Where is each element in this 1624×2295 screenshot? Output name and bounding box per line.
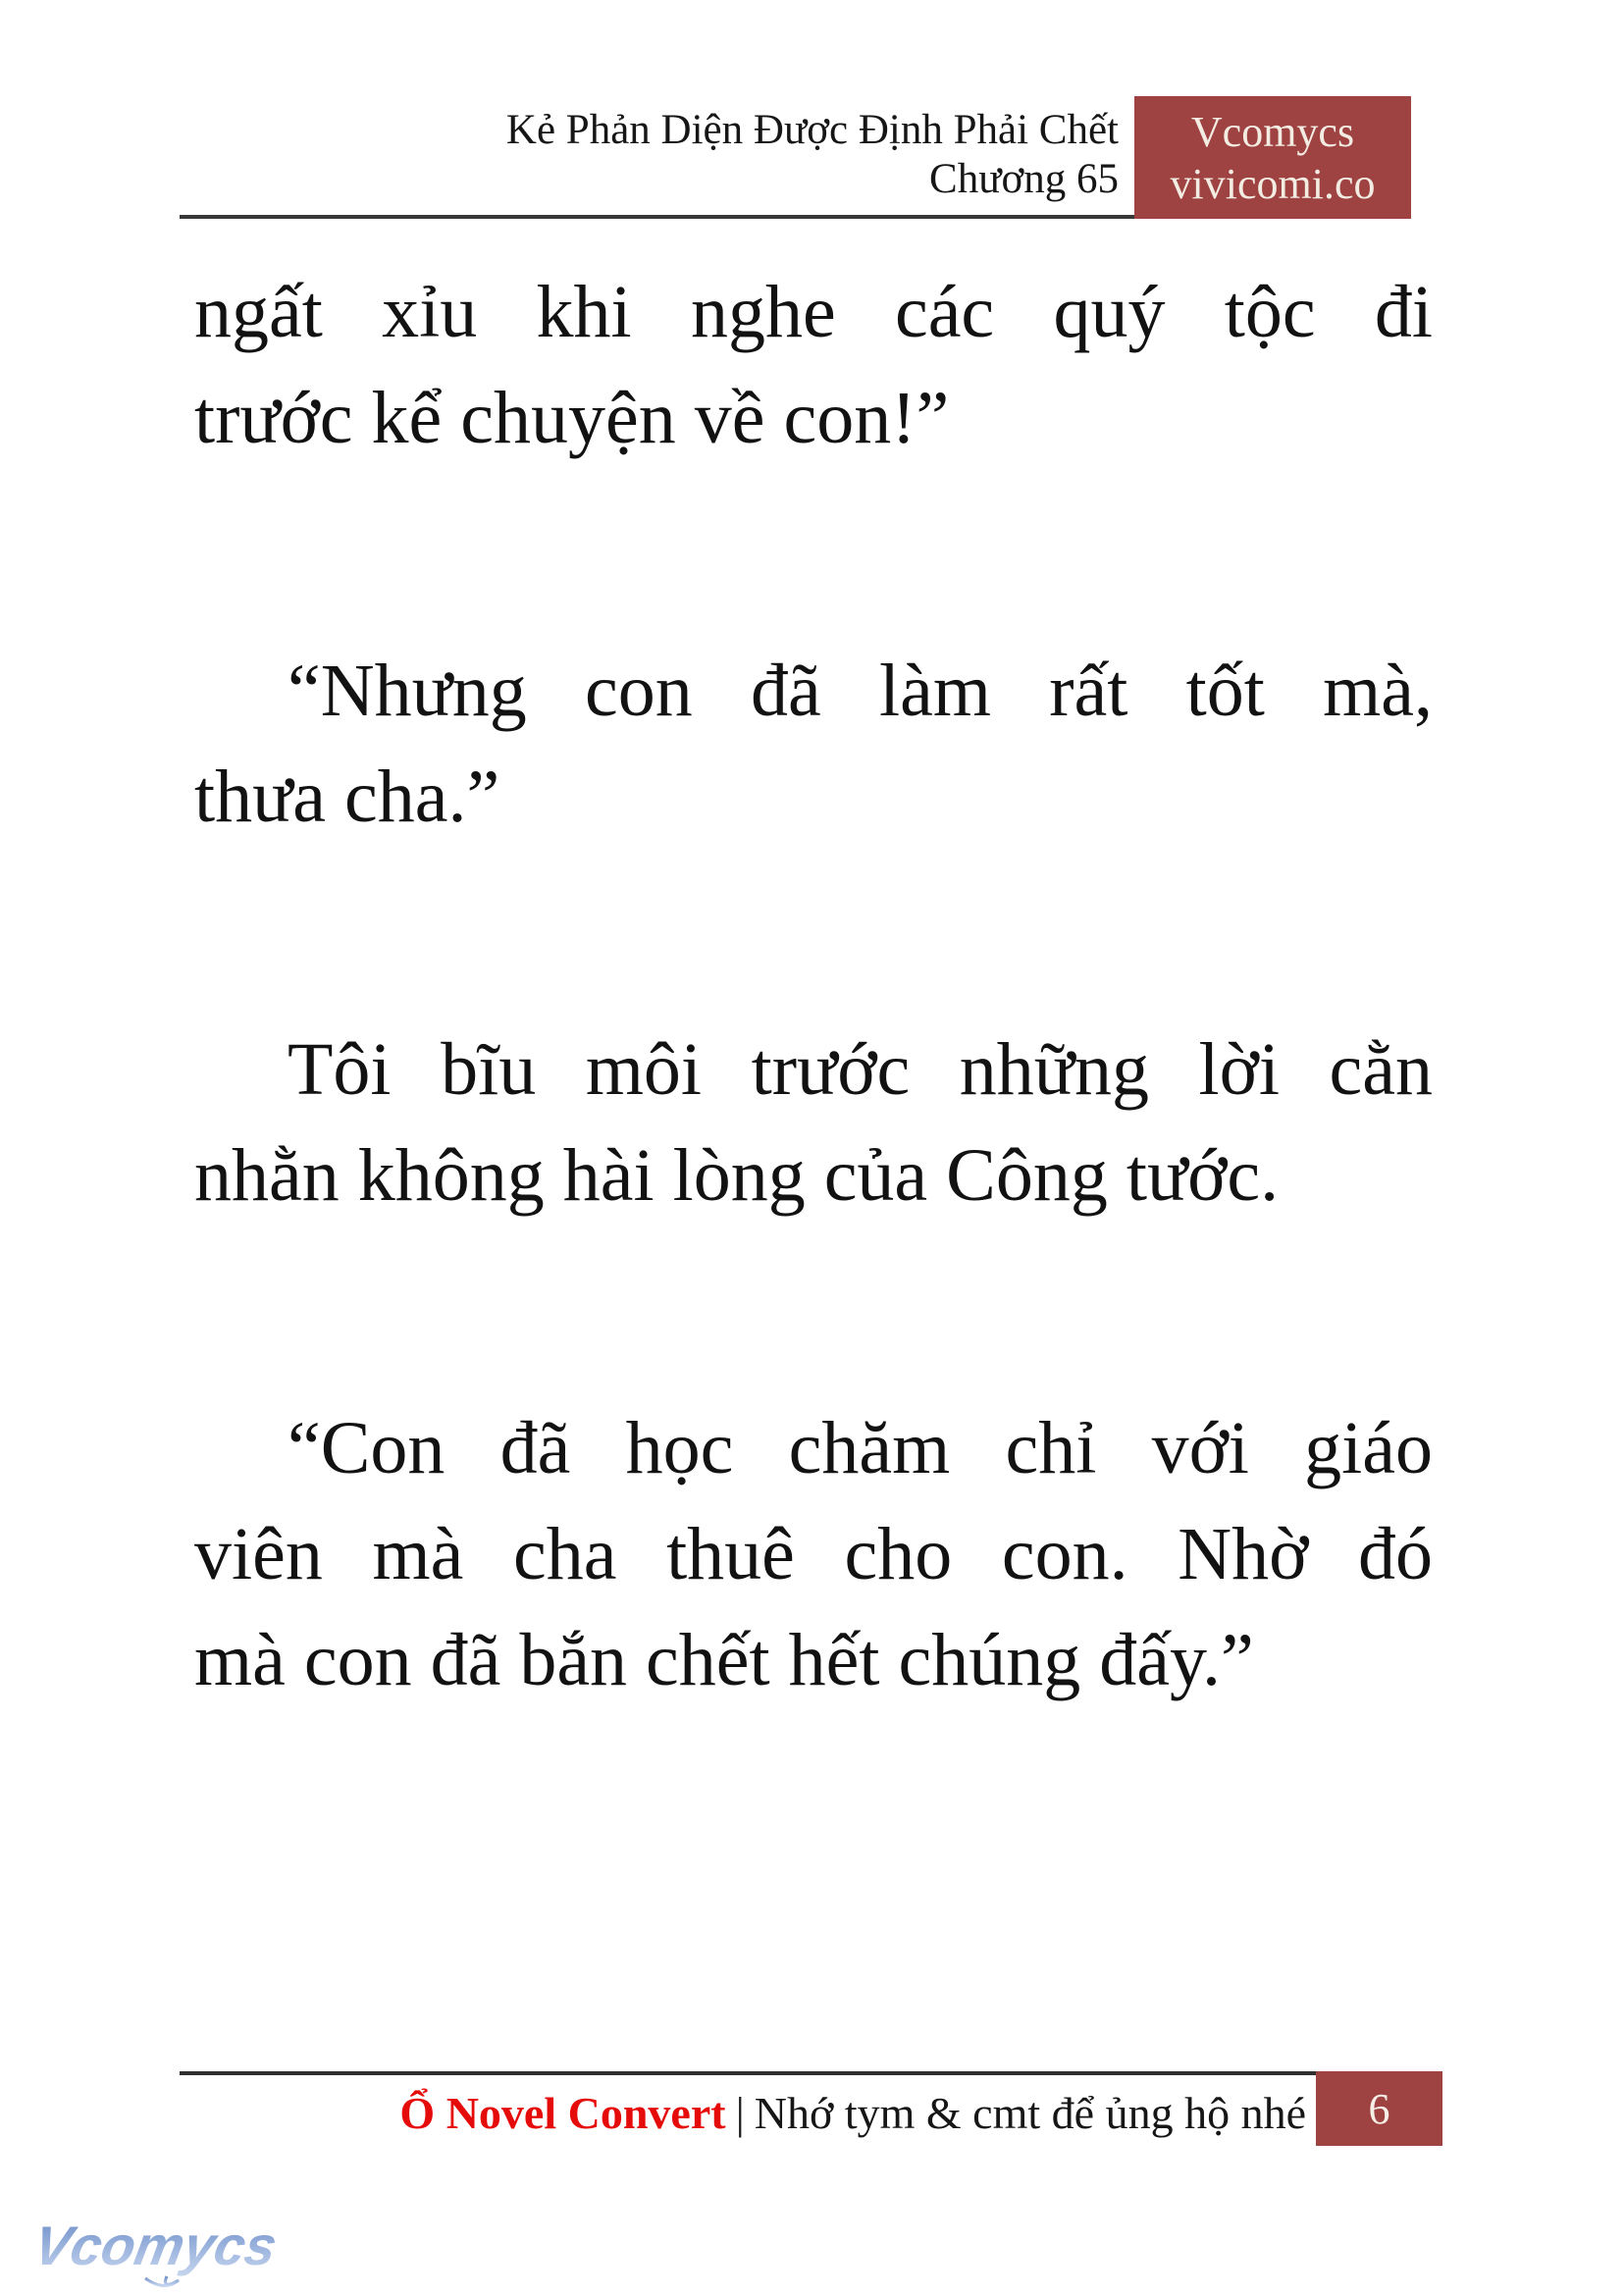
- paragraph: [194, 259, 1433, 471]
- header-title-line1: Kẻ Phản Diện Được Định Phải Chết: [505, 107, 1119, 153]
- body-line: “Nhưng con đã làm rất tốt mà,: [288, 650, 1433, 732]
- body-line: ngất xỉu khi nghe các quý tộc đi: [194, 271, 1433, 353]
- body-line: thưa cha.”: [194, 756, 500, 838]
- paragraph: [194, 1395, 1433, 1713]
- watermark-text: Vcomycs: [28, 2215, 282, 2276]
- footer-message: Nhớ tym & cmt để ủng hộ nhé: [754, 2088, 1306, 2138]
- header-brand-box: [1134, 96, 1411, 219]
- page-number: 6: [1368, 2084, 1390, 2133]
- body-text: [194, 259, 1433, 1713]
- body-line: “Con đã học chăm chỉ với giáo: [288, 1407, 1433, 1489]
- page-number-badge: [1316, 2071, 1442, 2146]
- brand-name: Vcomycs: [1190, 107, 1355, 156]
- header-chapter: Chương 65: [929, 156, 1119, 202]
- header-title: [506, 106, 1119, 204]
- body-line: viên mà cha thuê cho con. Nhờ đó: [194, 1513, 1433, 1595]
- brand-site: vivicomi.co: [1170, 159, 1376, 208]
- body-line: mà con đã bắn chết hết chúng đấy.”: [194, 1619, 1254, 1701]
- footer-credit: [399, 2086, 1306, 2141]
- vcomycs-watermark-logo: [18, 2198, 292, 2295]
- header-divider: [180, 215, 1134, 219]
- watermark-flourish-icon: [145, 2276, 179, 2286]
- footer-brand: Ổ Novel Convert: [399, 2088, 726, 2138]
- body-line: nhằn không hài lòng của Công tước.: [194, 1134, 1280, 1217]
- footer-separator: |: [735, 2088, 745, 2138]
- footer-divider: [180, 2071, 1316, 2075]
- body-line: Tôi bĩu môi trước những lời cằn: [288, 1028, 1433, 1111]
- paragraph: [194, 638, 1433, 850]
- body-line: trước kể chuyện về con!”: [194, 377, 950, 459]
- paragraph: [194, 1017, 1433, 1228]
